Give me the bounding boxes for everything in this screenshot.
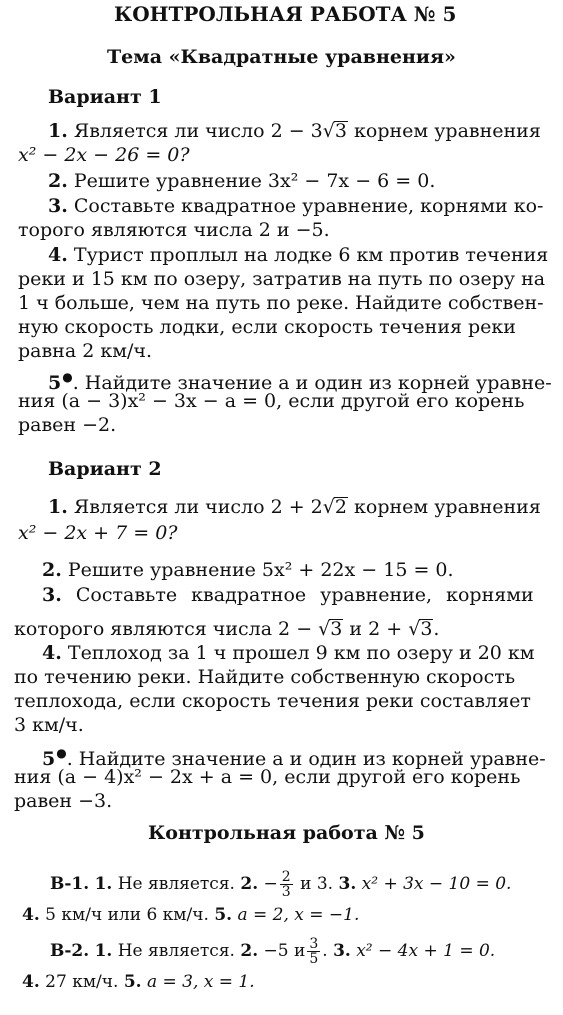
topic-title: Тема «Квадратные уравнения» <box>107 46 456 68</box>
fraction: $\frac{3}{5}$ <box>309 936 319 967</box>
v2-task4-line2: по течению реки. Найдите собственную скорость <box>14 666 516 688</box>
v1-task2: 2. Решите уравнение 3x² − 7x − 6 = 0. <box>48 170 436 192</box>
v2-task4-line3: теплохода, если скорость течения реки составляет <box>14 690 531 712</box>
v2-task2: 2. Решите уравнение 5x² + 22x − 15 = 0. <box>42 559 454 581</box>
variant1-title: Вариант 1 <box>48 86 162 108</box>
v1-task3-line1: 3. Составьте квадратное уравнение, корнями ко- <box>48 195 544 217</box>
v2-task1-line1: 1. Является ли число 2 + 2√2 корнем уравнения <box>48 496 541 518</box>
bullet-dot-icon: ● <box>62 370 73 384</box>
v2-task5-line1: 5●. Найдите значение a и один из корней уравне- <box>42 746 546 770</box>
answers-b1-line2: 4. 5 км/ч или 6 км/ч. 5. a = 2, x = −1. <box>22 905 360 925</box>
bullet-dot-icon: ● <box>56 746 67 760</box>
v2-task3-line2: которого являются числа 2 − √3 и 2 + √3. <box>14 618 440 640</box>
v2-task4-line1: 4. Теплоход за 1 ч прошел 9 км по озеру и 20 км <box>42 642 535 664</box>
v2-task3-line1: 3. Составьте квадратное уравнение, корнями <box>42 584 534 606</box>
v1-task1-line2: x² − 2x − 26 = 0? <box>18 144 190 166</box>
v1-task4-line3: 1 ч больше, чем на путь по реке. Найдите собствен- <box>18 292 544 314</box>
v1-task4-line4: ную скорость лодки, если скорость течения реки <box>18 316 516 338</box>
v1-task4-line5: равна 2 км/ч. <box>18 340 153 362</box>
v1-task4-line1: 4. Турист проплыл на лодке 6 км против течения <box>48 244 549 266</box>
answers-title: Контрольная работа № 5 <box>148 822 425 844</box>
variant2-title: Вариант 2 <box>48 458 162 480</box>
v1-task4-line2: реки и 15 км по озеру, затратив на путь по озеру на <box>18 268 546 290</box>
answers-b2-line2: 4. 27 км/ч. 5. a = 3, x = 1. <box>22 972 255 992</box>
v1-task5-line1: 5●. Найдите значение a и один из корней уравне- <box>48 370 552 394</box>
v1-task1-line1: 1. Является ли число 2 − 3√3 корнем уравнения <box>48 120 541 142</box>
v1-task3-line2: торого являются числа 2 и −5. <box>18 219 330 241</box>
fraction: $\frac{2}{3}$ <box>281 869 291 900</box>
v2-task5-line2: ния (a − 4)x² − 2x + a = 0, если другой его корень <box>14 766 521 788</box>
v2-task5-line3: равен −3. <box>14 790 113 812</box>
v1-task5-line2: ния (a − 3)x² − 3x − a = 0, если другой его корень <box>18 390 525 412</box>
answers-b2-line1: В-2. 1. Не является. 2. −5 и $\frac{3}{5}$ . 3. x² − 4x + 1 = 0. <box>50 936 496 967</box>
v1-task5-line3: равен −2. <box>18 414 117 436</box>
v2-task4-line4: 3 км/ч. <box>14 714 84 736</box>
v2-task1-line2: x² − 2x + 7 = 0? <box>18 522 178 544</box>
page-title: КОНТРОЛЬНАЯ РАБОТА № 5 <box>114 2 457 26</box>
answers-b1-line1: В-1. 1. Не является. 2. − $\frac{2}{3}$ и 3. 3. x² + 3x − 10 = 0. <box>50 869 512 900</box>
